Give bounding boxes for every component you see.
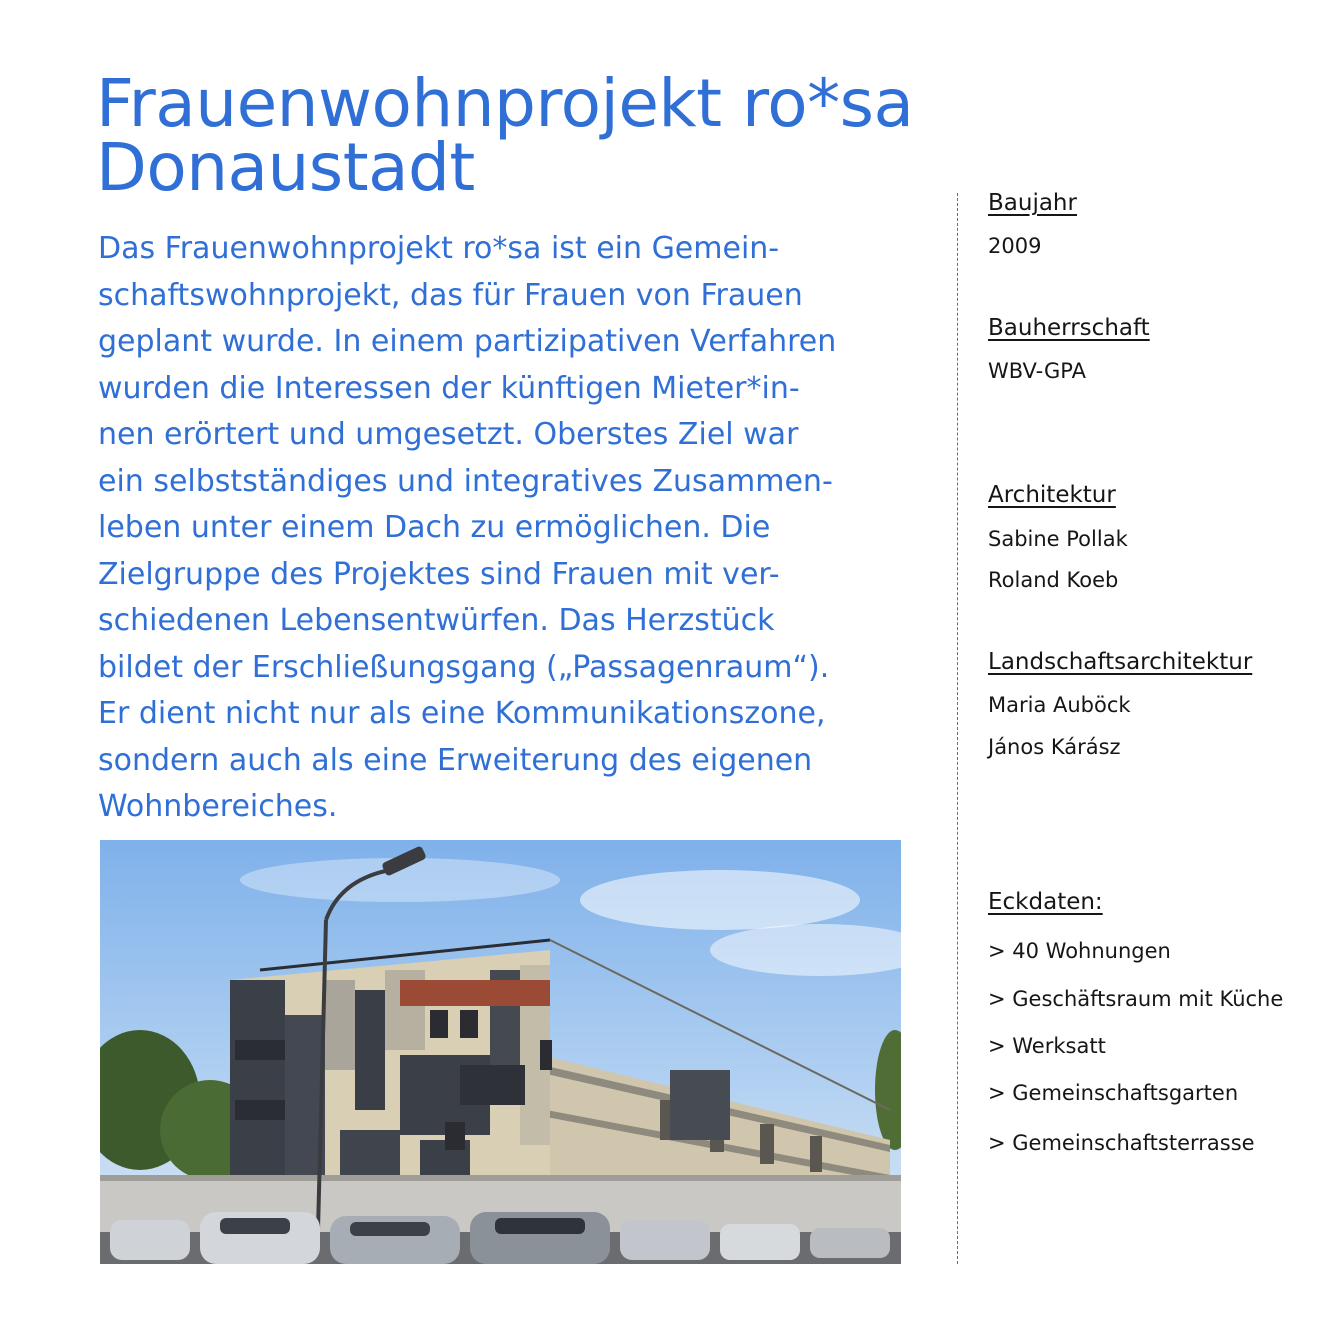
eckdaten-item: > Geschäftsraum mit Küche	[988, 987, 1284, 1011]
bauherrschaft-value: WBV-GPA	[988, 359, 1086, 383]
description-line: bildet der Erschließungsgang („Passagenraum“).	[98, 649, 830, 685]
description-line: Wohnbereiches.	[98, 789, 338, 824]
page-title	[96, 65, 976, 206]
eckdaten-item: > Gemeinschaftsterrasse	[988, 1131, 1255, 1155]
project-description	[98, 226, 908, 831]
architektur-heading: Architektur	[988, 482, 1116, 508]
description-line: sondern auch als eine Erweiterung des eigenen	[98, 742, 813, 778]
landscape-architect-name: Maria Auböck	[988, 693, 1131, 717]
dashed-divider	[957, 193, 958, 1264]
title-line-2: Donaustadt	[96, 129, 475, 206]
description-line: geplant wurde. In einem partizipativen Verfahren	[98, 324, 837, 359]
landscape-architect-name: János Kárász	[988, 735, 1121, 759]
architect-name: Roland Koeb	[988, 568, 1119, 592]
building-photo	[100, 840, 901, 1264]
description-line: Das Frauenwohnprojekt ro*sa ist ein Gemein-	[98, 231, 780, 266]
baujahr-value: 2009	[988, 234, 1042, 258]
baujahr-heading: Baujahr	[988, 190, 1077, 216]
description-line: leben unter einem Dach zu ermöglichen. Die	[98, 510, 771, 545]
description-line: ein selbstständiges und integratives Zusammen-	[98, 463, 833, 499]
eckdaten-item: > Werksatt	[988, 1034, 1106, 1058]
bauherrschaft-heading: Bauherrschaft	[988, 315, 1150, 341]
description-line: Zielgruppe des Projektes sind Frauen mit ver-	[98, 556, 780, 592]
fact-sidebar	[988, 0, 1328, 1333]
architect-name: Sabine Pollak	[988, 527, 1128, 551]
description-line: schiedenen Lebensentwürfen. Das Herzstück	[98, 603, 775, 638]
description-line: nen erörtert und umgesetzt. Oberstes Ziel war	[98, 417, 799, 452]
description-line: schaftswohnprojekt, das für Frauen von Frauen	[98, 277, 803, 313]
eckdaten-item: > 40 Wohnungen	[988, 939, 1171, 963]
eckdaten-heading: Eckdaten:	[988, 889, 1103, 915]
description-line: Er dient nicht nur als eine Kommunikationszone,	[98, 696, 826, 731]
title-line-1: Frauenwohnprojekt ro*sa	[96, 65, 914, 142]
eckdaten-item: > Gemeinschaftsgarten	[988, 1081, 1239, 1105]
description-line: wurden die Interessen der künftigen Mieter*in-	[98, 370, 800, 406]
landschaftsarchitektur-heading: Landschaftsarchitektur	[988, 649, 1253, 675]
